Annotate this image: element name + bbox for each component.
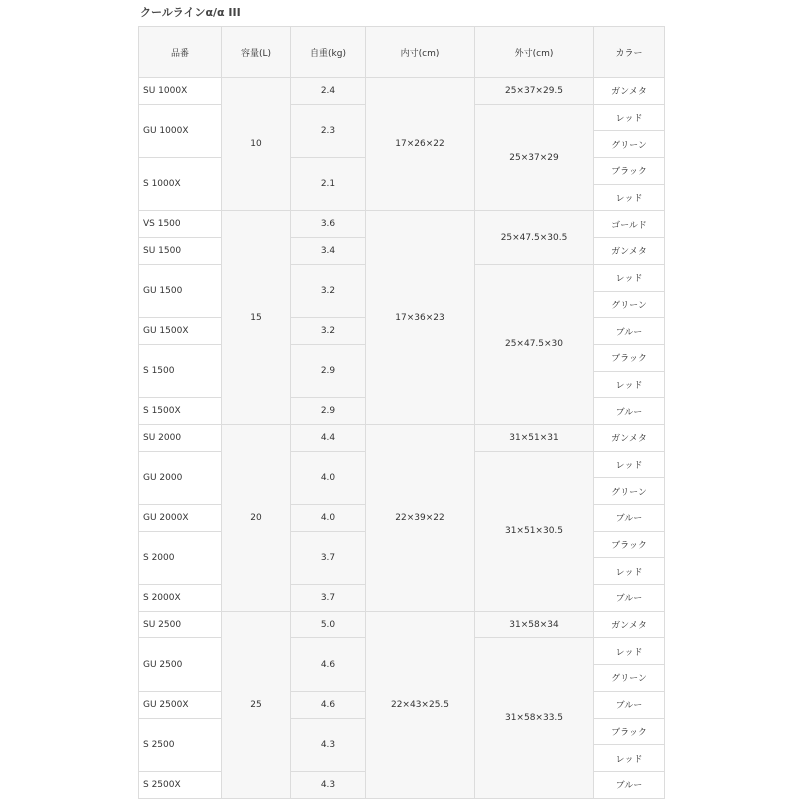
header-capacity: 容量(L) (222, 27, 291, 78)
capacity-cell: 10 (222, 78, 291, 211)
color-cell: ガンメタ (594, 424, 665, 451)
color-cell: グリーン (594, 291, 665, 318)
color-cell: ブルー (594, 398, 665, 425)
color-cell: レッド (594, 104, 665, 131)
color-cell: レッド (594, 264, 665, 291)
color-cell: ブラック (594, 531, 665, 558)
weight-cell: 3.7 (291, 585, 366, 612)
outer-size-cell: 31×58×34 (475, 611, 594, 638)
capacity-cell: 25 (222, 611, 291, 798)
color-cell: ブラック (594, 158, 665, 185)
weight-cell: 4.3 (291, 718, 366, 771)
weight-cell: 5.0 (291, 611, 366, 638)
model-cell: S 1000X (139, 158, 222, 211)
weight-cell: 3.7 (291, 531, 366, 584)
page-title: クールラインα/α III (140, 6, 241, 19)
capacity-cell: 20 (222, 424, 291, 611)
color-cell: ブラック (594, 344, 665, 371)
model-cell: S 2000 (139, 531, 222, 584)
color-cell: レッド (594, 638, 665, 665)
color-cell: ブラック (594, 718, 665, 745)
weight-cell: 4.4 (291, 424, 366, 451)
model-cell: SU 2000 (139, 424, 222, 451)
color-cell: ガンメタ (594, 238, 665, 265)
color-cell: ブルー (594, 771, 665, 798)
inner-size-cell: 17×26×22 (366, 78, 475, 211)
inner-size-cell: 17×36×23 (366, 211, 475, 425)
table-row (139, 78, 665, 105)
model-cell: GU 2500X (139, 691, 222, 718)
weight-cell: 4.0 (291, 451, 366, 504)
weight-cell: 2.3 (291, 104, 366, 157)
header-model: 品番 (139, 27, 222, 78)
weight-cell: 4.3 (291, 771, 366, 798)
color-cell: レッド (594, 371, 665, 398)
color-cell: ブルー (594, 318, 665, 345)
color-cell: レッド (594, 451, 665, 478)
model-cell: SU 2500 (139, 611, 222, 638)
color-cell: グリーン (594, 478, 665, 505)
color-cell: レッド (594, 745, 665, 772)
weight-cell: 4.0 (291, 505, 366, 532)
model-cell: SU 1500 (139, 238, 222, 265)
model-cell: S 2500X (139, 771, 222, 798)
model-cell: GU 2000X (139, 505, 222, 532)
model-cell: GU 2500 (139, 638, 222, 691)
outer-size-cell: 25×37×29 (475, 104, 594, 211)
weight-cell: 3.2 (291, 318, 366, 345)
weight-cell: 4.6 (291, 638, 366, 691)
outer-size-cell: 25×47.5×30 (475, 264, 594, 424)
weight-cell: 2.1 (291, 158, 366, 211)
model-cell: VS 1500 (139, 211, 222, 238)
inner-size-cell: 22×43×25.5 (366, 611, 475, 798)
inner-size-cell: 22×39×22 (366, 424, 475, 611)
model-cell: GU 1000X (139, 104, 222, 157)
color-cell: グリーン (594, 131, 665, 158)
weight-cell: 3.6 (291, 211, 366, 238)
model-cell: S 1500X (139, 398, 222, 425)
model-cell: S 2500 (139, 718, 222, 771)
header-outer: 外寸(cm) (475, 27, 594, 78)
color-cell: グリーン (594, 665, 665, 692)
weight-cell: 3.2 (291, 264, 366, 317)
color-cell: レッド (594, 184, 665, 211)
header-inner: 内寸(cm) (366, 27, 475, 78)
header-color: カラー (594, 27, 665, 78)
header-row (139, 27, 665, 78)
color-cell: ブルー (594, 585, 665, 612)
weight-cell: 2.9 (291, 344, 366, 397)
color-cell: ブルー (594, 691, 665, 718)
spec-table (138, 26, 665, 799)
outer-size-cell: 31×51×30.5 (475, 451, 594, 611)
color-cell: ガンメタ (594, 78, 665, 105)
outer-size-cell: 31×51×31 (475, 424, 594, 451)
weight-cell: 2.9 (291, 398, 366, 425)
table-row (139, 211, 665, 238)
color-cell: レッド (594, 558, 665, 585)
model-cell: S 1500 (139, 344, 222, 397)
weight-cell: 3.4 (291, 238, 366, 265)
outer-size-cell: 31×58×33.5 (475, 638, 594, 798)
model-cell: S 2000X (139, 585, 222, 612)
weight-cell: 4.6 (291, 691, 366, 718)
color-cell: ブルー (594, 505, 665, 532)
weight-cell: 2.4 (291, 78, 366, 105)
model-cell: GU 1500 (139, 264, 222, 317)
outer-size-cell: 25×37×29.5 (475, 78, 594, 105)
header-weight: 自重(kg) (291, 27, 366, 78)
outer-size-cell: 25×47.5×30.5 (475, 211, 594, 264)
model-cell: GU 2000 (139, 451, 222, 504)
color-cell: ガンメタ (594, 611, 665, 638)
table-row (139, 611, 665, 638)
model-cell: GU 1500X (139, 318, 222, 345)
model-cell: SU 1000X (139, 78, 222, 105)
table-row (139, 424, 665, 451)
capacity-cell: 15 (222, 211, 291, 425)
color-cell: ゴールド (594, 211, 665, 238)
